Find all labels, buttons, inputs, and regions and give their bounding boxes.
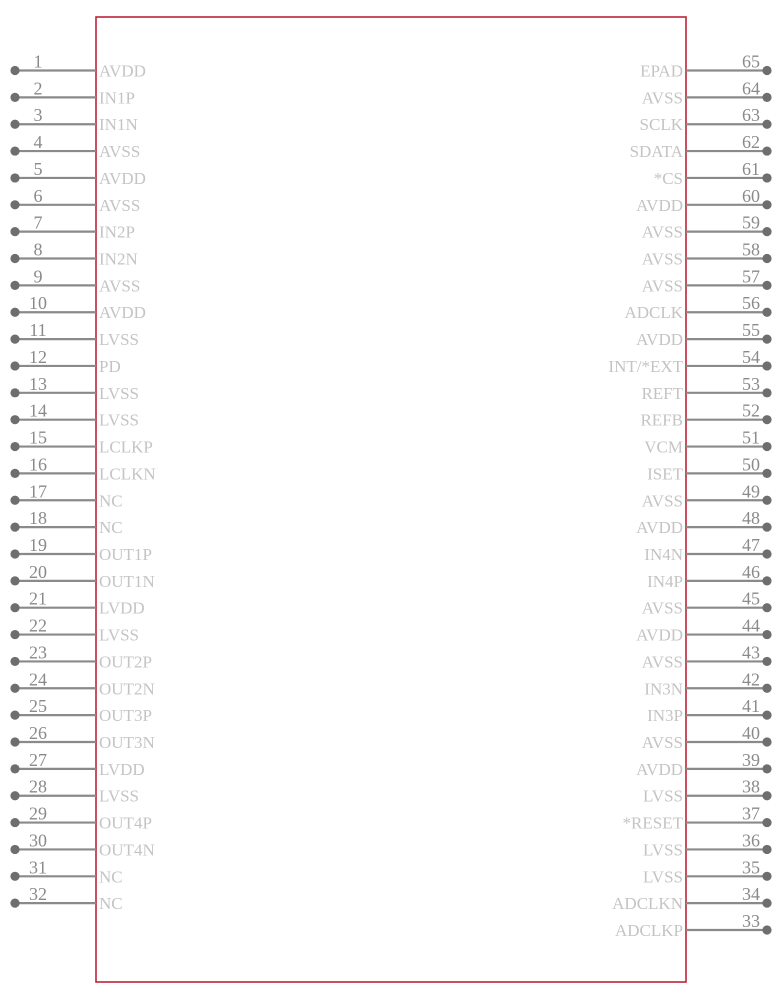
pin-number: 57	[742, 266, 760, 287]
pin-name: INT/*EXT	[608, 356, 683, 376]
pin-33	[615, 911, 772, 940]
pin-number: 23	[29, 642, 47, 663]
pin-number: 62	[742, 132, 760, 153]
pin-name: AVDD	[99, 61, 146, 81]
pin-42	[644, 669, 771, 698]
pin-name: OUT3N	[99, 733, 155, 752]
pin-terminal-dot	[10, 281, 19, 290]
pin-number: 55	[742, 320, 760, 341]
pin-number: 34	[742, 884, 760, 905]
pin-number: 54	[742, 346, 760, 367]
pin-27	[10, 750, 144, 779]
pin-17	[10, 481, 122, 510]
pin-name: LVSS	[642, 840, 683, 860]
pin-49	[642, 481, 772, 510]
pin-terminal-dot	[762, 630, 771, 639]
pin-name: LVSS	[642, 867, 683, 887]
pin-name: IN2P	[99, 222, 135, 242]
pin-terminal-dot	[762, 603, 771, 612]
pin-name: LCLKN	[99, 464, 156, 484]
pin-number: 11	[29, 320, 47, 341]
pin-terminal-dot	[10, 818, 19, 827]
pin-name: EPAD	[640, 61, 683, 81]
pin-9	[10, 266, 140, 295]
pin-name: AVDD	[636, 195, 683, 215]
pin-terminal-dot	[10, 496, 19, 505]
pin-8	[10, 240, 137, 269]
pin-name: LVSS	[99, 383, 140, 403]
pin-name: LVSS	[99, 330, 140, 350]
pin-number: 56	[742, 293, 760, 314]
pin-terminal-dot	[762, 496, 771, 505]
pin-terminal-dot	[10, 549, 19, 558]
pin-number: 27	[29, 749, 47, 770]
pin-26	[10, 723, 154, 752]
pin-number: 18	[29, 508, 47, 529]
pin-name: LVSS	[99, 625, 140, 645]
pin-name: IN1N	[99, 115, 138, 135]
pin-name: IN2N	[99, 249, 138, 269]
pin-terminal-dot	[10, 200, 19, 209]
pin-terminal-dot	[762, 415, 771, 424]
pin-terminal-dot	[10, 254, 19, 263]
pin-10	[10, 293, 146, 322]
pin-number: 42	[742, 669, 760, 690]
pin-51	[644, 428, 771, 457]
pin-terminal-dot	[762, 146, 771, 155]
pin-name: LCLKP	[99, 437, 153, 457]
pin-name: IN1P	[99, 88, 135, 108]
pin-terminal-dot	[10, 737, 19, 746]
pin-35	[643, 857, 772, 886]
pin-terminal-dot	[10, 657, 19, 666]
pin-number: 44	[742, 615, 760, 636]
pin-terminal-dot	[762, 845, 771, 854]
pin-terminal-dot	[762, 173, 771, 182]
pin-terminal-dot	[762, 657, 771, 666]
pin-number: 29	[29, 803, 47, 824]
pin-terminal-dot	[10, 523, 19, 532]
pin-25	[10, 696, 152, 725]
pin-name: AVSS	[641, 222, 683, 242]
pin-number: 12	[29, 346, 47, 367]
pin-18	[10, 508, 122, 537]
pin-number: 24	[29, 669, 47, 690]
pin-number: 39	[742, 749, 760, 770]
pin-name: IN3P	[647, 706, 683, 726]
pin-name: AVSS	[99, 142, 141, 162]
pin-name: AVSS	[99, 195, 141, 215]
pin-63	[640, 105, 772, 134]
pin-name: SCLK	[639, 115, 683, 135]
pin-number: 45	[742, 588, 760, 609]
pin-12	[10, 347, 120, 376]
pin-number: 31	[29, 857, 47, 878]
pin-terminal-dot	[10, 120, 19, 129]
pin-24	[10, 669, 154, 698]
pin-45	[642, 589, 772, 618]
pin-number: 26	[29, 723, 47, 743]
pin-terminal-dot	[10, 227, 19, 236]
pin-number: 41	[742, 696, 760, 717]
pin-terminal-dot	[762, 66, 771, 75]
pin-name: IN4P	[647, 571, 683, 591]
pin-terminal-dot	[10, 711, 19, 720]
pin-47	[644, 535, 771, 564]
pin-number: 60	[742, 185, 760, 206]
pin-1	[10, 52, 146, 81]
pin-2	[10, 78, 135, 107]
pin-terminal-dot	[762, 308, 771, 317]
pin-name: *RESET	[622, 813, 683, 833]
pin-23	[10, 642, 152, 671]
pin-number: 22	[29, 615, 47, 636]
pin-name: AVSS	[99, 276, 141, 296]
pin-name: OUT4N	[99, 840, 155, 860]
pin-name: ADCLKN	[612, 894, 683, 914]
pin-61	[654, 159, 772, 188]
pin-name: AVDD	[99, 168, 146, 188]
pin-number: 8	[33, 239, 43, 260]
pin-number: 52	[742, 400, 760, 421]
pin-65	[640, 52, 771, 81]
pin-64	[642, 78, 772, 107]
pin-terminal-dot	[10, 66, 19, 75]
pin-terminal-dot	[762, 388, 771, 397]
pin-terminal-dot	[10, 442, 19, 451]
pin-terminal-dot	[10, 388, 19, 397]
pin-number: 61	[742, 158, 760, 179]
pin-22	[10, 616, 139, 645]
pin-number: 59	[742, 212, 760, 233]
pin-terminal-dot	[10, 361, 19, 370]
pin-34	[612, 884, 771, 913]
pin-number: 28	[29, 776, 47, 797]
pin-terminal-dot	[762, 711, 771, 720]
pin-number: 35	[742, 857, 760, 878]
pin-terminal-dot	[10, 845, 19, 854]
pin-number: 64	[742, 78, 760, 99]
pin-terminal-dot	[10, 899, 19, 908]
ic-body-outline	[96, 17, 686, 982]
pin-number: 21	[29, 588, 47, 609]
pin-terminal-dot	[10, 415, 19, 424]
pin-number: 53	[742, 373, 760, 394]
pin-terminal-dot	[10, 791, 19, 800]
pin-terminal-dot	[762, 200, 771, 209]
pin-name: ADCLKP	[614, 921, 683, 941]
pin-terminal-dot	[762, 335, 771, 344]
pin-terminal-dot	[762, 872, 771, 881]
pin-name: AVSS	[641, 249, 683, 269]
pin-62	[630, 132, 772, 161]
pin-name: SDATA	[629, 142, 683, 162]
pin-55	[636, 320, 772, 349]
pin-48	[636, 508, 772, 537]
pin-3	[10, 105, 137, 134]
pin-name: OUT3P	[99, 706, 152, 726]
pin-name: AVSS	[641, 88, 683, 108]
pin-number: 4	[33, 132, 43, 153]
pin-number: 14	[29, 400, 47, 421]
pin-number: 15	[29, 427, 47, 448]
pin-name: AVSS	[641, 733, 683, 752]
pin-name: AVSS	[641, 491, 683, 511]
pin-number: 30	[29, 830, 47, 851]
pin-terminal-dot	[762, 120, 771, 129]
pin-name: AVDD	[636, 759, 683, 779]
pin-terminal-dot	[762, 791, 771, 800]
pin-name: ADCLK	[624, 303, 683, 323]
pin-name: NC	[99, 491, 123, 511]
pin-number: 7	[33, 212, 43, 233]
pin-number: 47	[742, 534, 760, 555]
pin-number: 2	[33, 78, 43, 99]
pin-number: 19	[29, 534, 47, 555]
pin-name: NC	[99, 894, 123, 914]
pin-name: IN4N	[644, 544, 683, 564]
pin-number: 43	[742, 642, 760, 663]
pin-number: 33	[742, 911, 760, 932]
pin-terminal-dot	[762, 684, 771, 693]
pin-number: 10	[29, 293, 47, 314]
pin-name: LVSS	[99, 786, 140, 806]
pin-terminal-dot	[762, 737, 771, 746]
pin-37	[623, 804, 772, 833]
pin-name: OUT2N	[99, 679, 155, 699]
right-pin-group	[608, 52, 771, 941]
pin-terminal-dot	[10, 684, 19, 693]
pin-44	[636, 616, 772, 645]
pin-terminal-dot	[10, 603, 19, 612]
pin-name: *CS	[653, 168, 683, 188]
pin-15	[10, 428, 152, 457]
pin-number: 6	[33, 185, 43, 206]
pin-number: 49	[742, 481, 760, 502]
pin-28	[10, 777, 139, 806]
pin-name: LVSS	[642, 786, 683, 806]
pin-number: 17	[29, 481, 47, 502]
pin-name: REFT	[641, 383, 683, 403]
pin-number: 37	[742, 803, 760, 824]
pin-7	[10, 213, 135, 242]
pin-name: NC	[99, 867, 123, 887]
pin-38	[643, 777, 772, 806]
pin-16	[10, 454, 155, 483]
pin-50	[647, 454, 771, 483]
pin-terminal-dot	[762, 764, 771, 773]
pin-name: ISET	[647, 464, 683, 484]
pin-terminal-dot	[762, 818, 771, 827]
pin-6	[10, 186, 140, 215]
pin-name: OUT1P	[99, 544, 152, 564]
pin-number: 36	[742, 830, 760, 851]
pin-57	[642, 266, 772, 295]
pin-number: 40	[742, 723, 760, 743]
pin-43	[642, 642, 772, 671]
pin-60	[636, 186, 772, 215]
pin-number: 48	[742, 508, 760, 529]
pin-number: 46	[742, 561, 760, 582]
pin-number: 32	[29, 884, 47, 905]
pin-terminal-dot	[762, 93, 771, 102]
pin-31	[10, 857, 122, 886]
pin-terminal-dot	[762, 281, 771, 290]
pin-5	[10, 159, 146, 188]
pin-number: 1	[33, 51, 43, 72]
pin-name: IN3N	[644, 679, 683, 699]
pin-name: LVSS	[99, 410, 140, 430]
pin-number: 9	[33, 266, 43, 287]
pin-13	[10, 374, 139, 403]
pin-56	[624, 293, 771, 322]
pin-terminal-dot	[10, 630, 19, 639]
pin-54	[608, 347, 771, 376]
pin-40	[642, 723, 772, 752]
pin-4	[10, 132, 140, 161]
pin-11	[10, 320, 139, 349]
pin-58	[642, 240, 772, 269]
pin-number: 65	[742, 51, 760, 72]
pin-41	[647, 696, 772, 725]
pin-name: AVDD	[636, 625, 683, 645]
pin-terminal-dot	[762, 549, 771, 558]
pin-number: 50	[742, 454, 760, 475]
pin-14	[10, 401, 139, 430]
pin-number: 13	[29, 373, 47, 394]
pin-terminal-dot	[762, 899, 771, 908]
pin-52	[640, 401, 771, 430]
left-pin-group	[10, 52, 155, 914]
pin-name: AVSS	[641, 652, 683, 672]
pin-terminal-dot	[10, 93, 19, 102]
pin-name: OUT4P	[99, 813, 152, 833]
pin-terminal-dot	[10, 146, 19, 155]
pin-name: OUT1N	[99, 571, 155, 591]
pin-32	[10, 884, 122, 913]
pin-number: 3	[33, 105, 43, 126]
pin-29	[10, 804, 152, 833]
pin-number: 16	[29, 454, 47, 475]
pin-name: AVSS	[641, 598, 683, 618]
pin-name: AVSS	[641, 276, 683, 296]
pin-name: OUT2P	[99, 652, 152, 672]
pin-name: LVDD	[99, 759, 145, 779]
pin-name: AVDD	[636, 330, 683, 350]
pin-terminal-dot	[10, 764, 19, 773]
pin-number: 51	[742, 427, 760, 448]
pin-name: VCM	[644, 437, 683, 457]
pin-terminal-dot	[10, 308, 19, 317]
pin-number: 38	[742, 776, 760, 797]
pin-number: 58	[742, 239, 760, 260]
pin-name: NC	[99, 518, 123, 538]
pin-number: 5	[33, 158, 43, 179]
pin-terminal-dot	[762, 227, 771, 236]
pin-terminal-dot	[10, 872, 19, 881]
pin-terminal-dot	[10, 576, 19, 585]
pin-number: 25	[29, 696, 47, 717]
pin-39	[636, 750, 772, 779]
pin-53	[641, 374, 771, 403]
pin-name: LVDD	[99, 598, 145, 618]
pin-59	[642, 213, 772, 242]
pin-terminal-dot	[762, 361, 771, 370]
pin-terminal-dot	[762, 523, 771, 532]
pin-terminal-dot	[10, 469, 19, 478]
pin-terminal-dot	[762, 925, 771, 934]
pin-21	[10, 589, 144, 618]
pin-name: PD	[99, 356, 121, 376]
pin-terminal-dot	[762, 469, 771, 478]
pin-terminal-dot	[10, 173, 19, 182]
pin-20	[10, 562, 154, 591]
pin-19	[10, 535, 152, 564]
pin-30	[10, 830, 154, 859]
pin-number: 63	[742, 105, 760, 126]
pin-number: 20	[29, 561, 47, 582]
pin-terminal-dot	[762, 442, 771, 451]
pin-name: AVDD	[636, 518, 683, 538]
pin-46	[647, 562, 772, 591]
pin-terminal-dot	[762, 254, 771, 263]
pin-terminal-dot	[10, 335, 19, 344]
pin-name: REFB	[640, 410, 683, 430]
pin-36	[643, 830, 772, 859]
pin-terminal-dot	[762, 576, 771, 585]
pin-name: AVDD	[99, 303, 146, 323]
